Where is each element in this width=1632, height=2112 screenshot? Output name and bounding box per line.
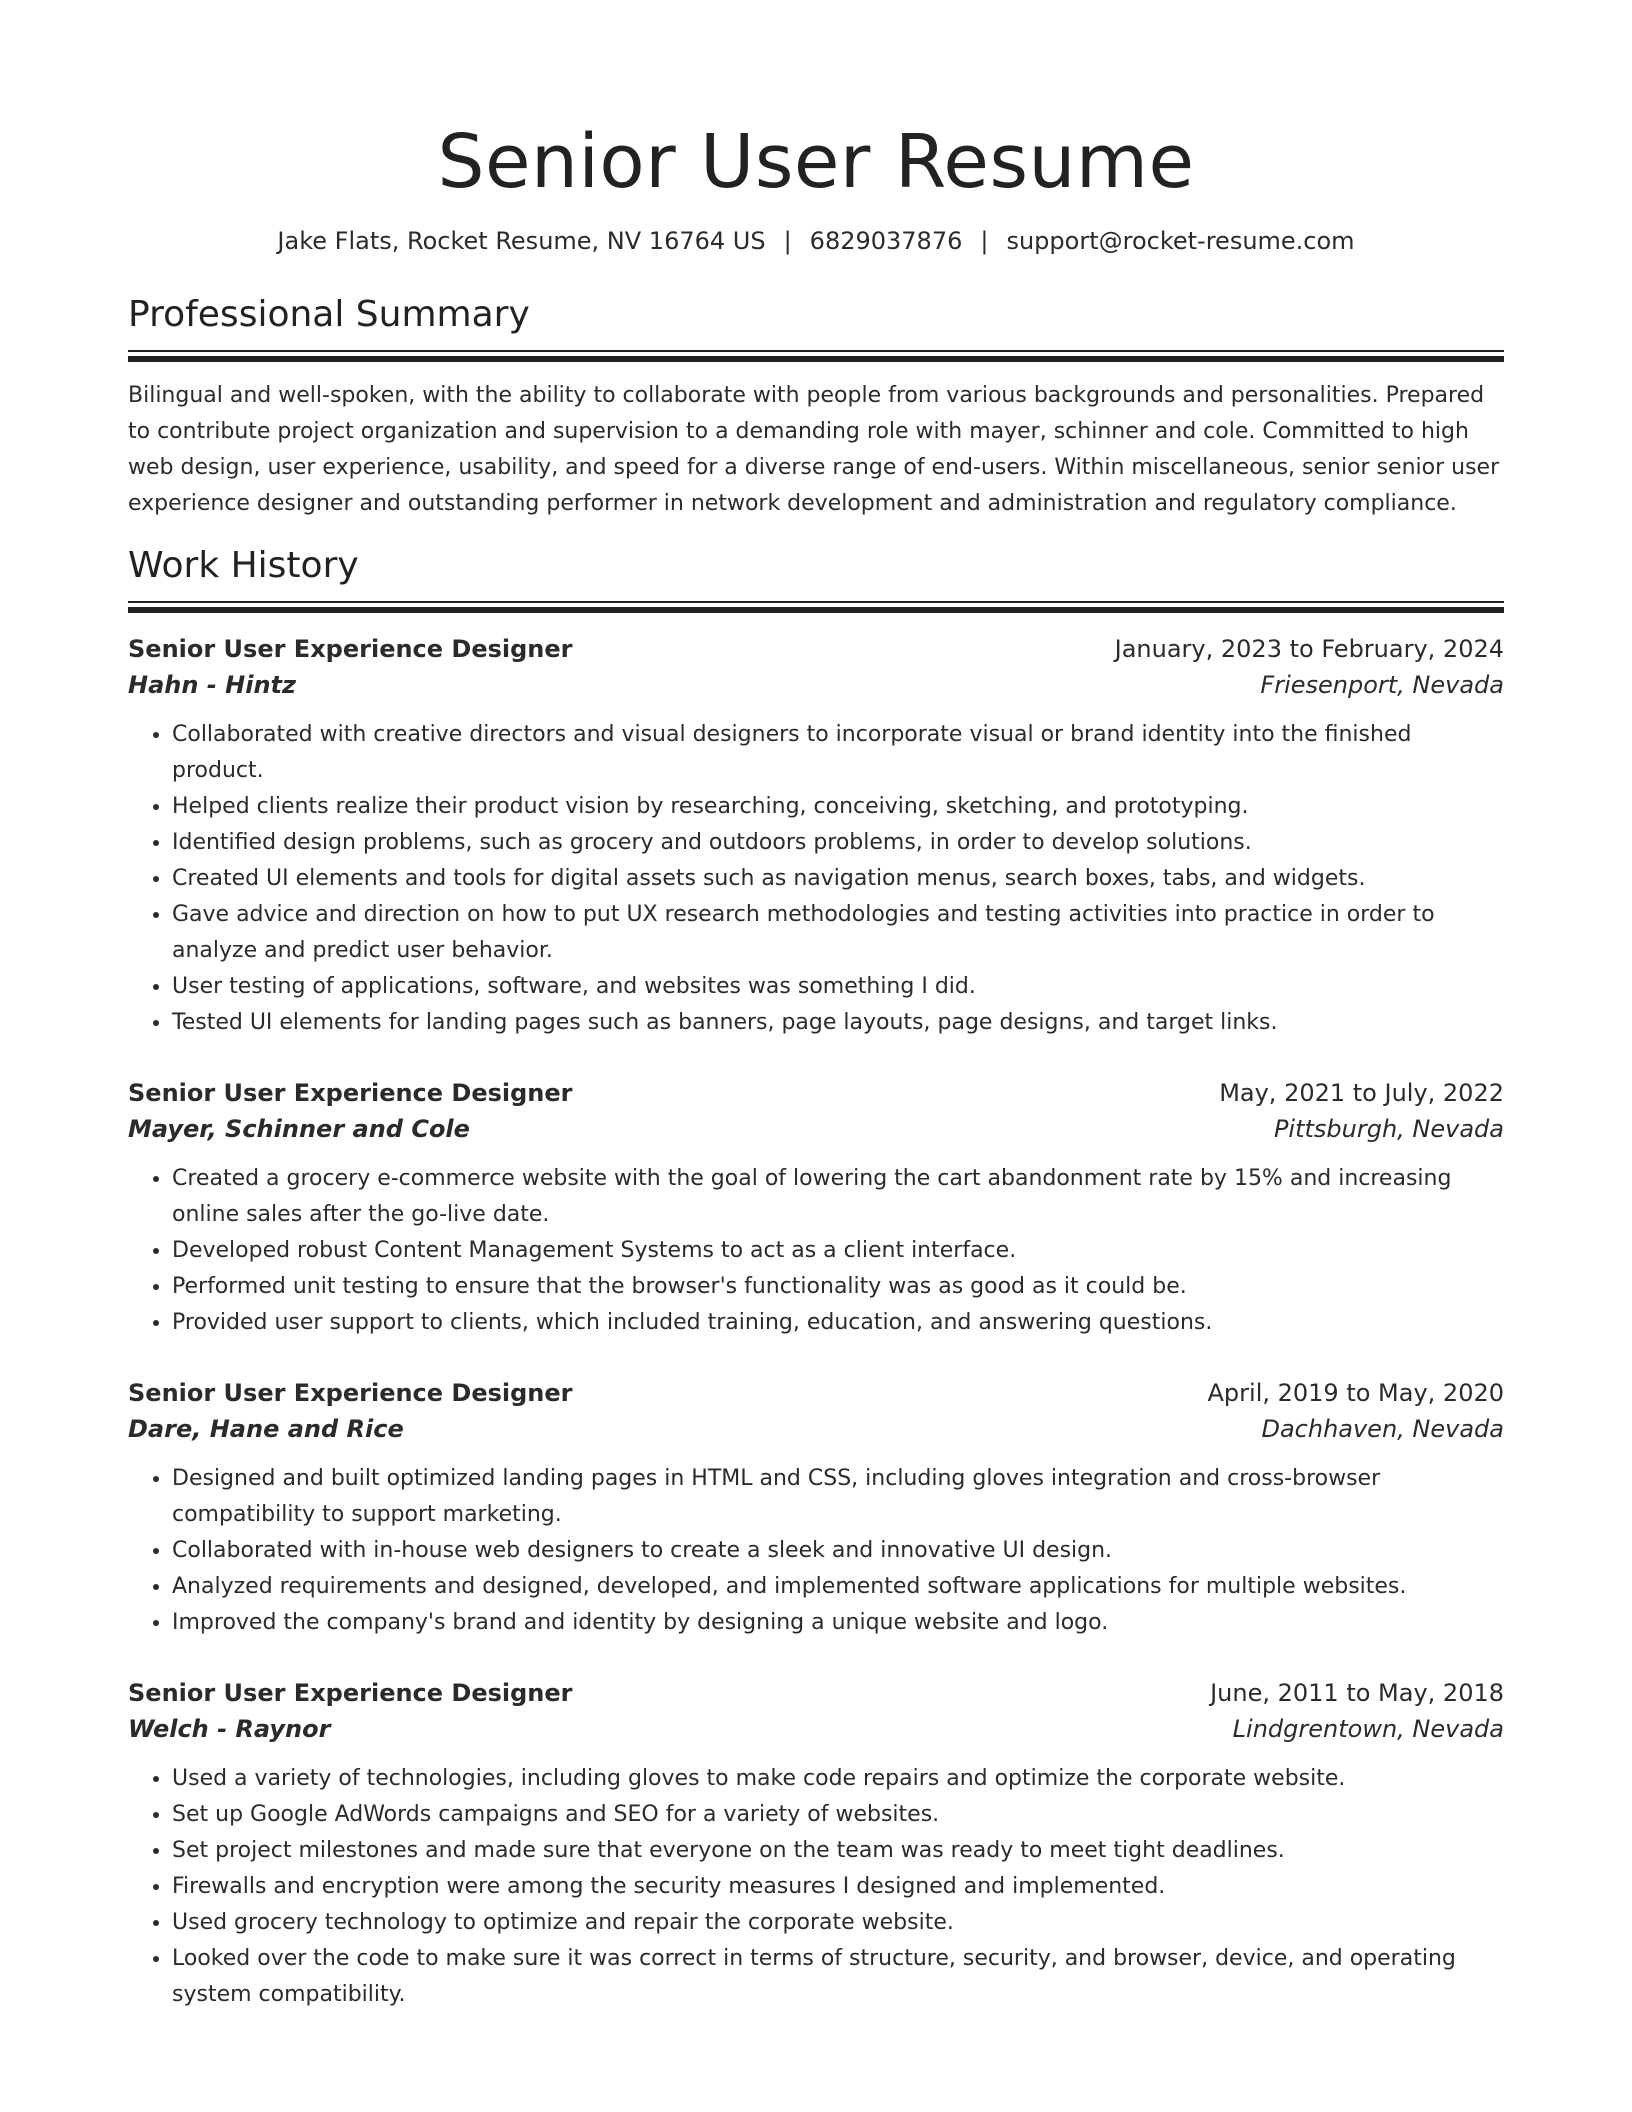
job-bullet: • Identified design problems, such as grocery and outdoors problems, in order to develop solutions. bbox=[172, 825, 1504, 861]
contact-address: Jake Flats, Rocket Resume, NV 16764 US bbox=[277, 227, 766, 256]
job-dates: April, 2019 to May, 2020 bbox=[1207, 1379, 1504, 1408]
job-bullet: • Gave advice and direction on how to put UX research methodologies and testing activities into practice in order to analyze and predict user behavior. bbox=[172, 897, 1504, 969]
summary-text: Bilingual and well-spoken, with the ability to collaborate with people from various backgrounds and personalities. Prepared to contribute project organization and supervision to a demanding role with mayer, schinner and cole. Committed to high web design, user experience, usability, and speed for a diverse range of end-users. Within miscellaneous, senior senior user experience designer and outstanding performer in network development and administration and regulatory compliance. bbox=[128, 383, 1500, 517]
job-company: Hahn - Hintz bbox=[128, 671, 296, 700]
job-company: Dare, Hane and Rice bbox=[128, 1415, 404, 1444]
job-bullet: • Created a grocery e-commerce website with the goal of lowering the cart abandonment rate by 15% and increasing online sales after the go-live date. bbox=[172, 1161, 1504, 1233]
resume-title: Senior User Resume bbox=[437, 119, 1195, 205]
job-list bbox=[128, 635, 1504, 2013]
job-bullet: • Collaborated with in-house web designers to create a sleek and innovative UI design. bbox=[172, 1533, 1504, 1569]
job-bullets bbox=[128, 1161, 1504, 1341]
job-bullet: • Collaborated with creative directors and visual designers to incorporate visual or brand identity into the finished product. bbox=[172, 717, 1504, 789]
job-title: Senior User Experience Designer bbox=[128, 1379, 573, 1408]
job-bullet: • Used grocery technology to optimize and repair the corporate website. bbox=[172, 1905, 1504, 1941]
job-dates: May, 2021 to July, 2022 bbox=[1219, 1079, 1504, 1108]
job-entry bbox=[128, 1679, 1504, 2013]
job-bullet: • Performed unit testing to ensure that the browser's functionality was as good as it could be. bbox=[172, 1269, 1504, 1305]
job-bullet: • Improved the company's brand and identity by designing a unique website and logo. bbox=[172, 1605, 1504, 1641]
section-divider bbox=[128, 350, 1504, 362]
job-bullet: • Looked over the code to make sure it was correct in terms of structure, security, and browser, device, and operating system compatibility. bbox=[172, 1941, 1504, 2013]
job-title: Senior User Experience Designer bbox=[128, 635, 573, 664]
job-bullet: • Tested UI elements for landing pages such as banners, page layouts, page designs, and target links. bbox=[172, 1005, 1504, 1041]
job-bullet: • Developed robust Content Management Systems to act as a client interface. bbox=[172, 1233, 1504, 1269]
contact-phone: 6829037876 bbox=[809, 227, 963, 256]
contact-line bbox=[128, 227, 1504, 255]
section-divider bbox=[128, 601, 1504, 613]
work-history-heading: Work History bbox=[128, 545, 359, 587]
job-bullets bbox=[128, 717, 1504, 1041]
contact-email: support@rocket-resume.com bbox=[1006, 227, 1355, 256]
job-location: Dachhaven, Nevada bbox=[1261, 1415, 1504, 1444]
job-bullet: • Designed and built optimized landing pages in HTML and CSS, including gloves integration and cross-browser compatibility to support marketing. bbox=[172, 1461, 1504, 1533]
job-bullet: • Analyzed requirements and designed, developed, and implemented software applications for multiple websites. bbox=[172, 1569, 1504, 1605]
job-company: Welch - Raynor bbox=[128, 1715, 331, 1744]
job-entry bbox=[128, 1379, 1504, 1641]
job-bullet: • Helped clients realize their product vision by researching, conceiving, sketching, and prototyping. bbox=[172, 789, 1504, 825]
job-bullets bbox=[128, 1461, 1504, 1641]
job-entry bbox=[128, 1079, 1504, 1341]
job-bullet: • Firewalls and encryption were among the security measures I designed and implemented. bbox=[172, 1869, 1504, 1905]
job-entry bbox=[128, 635, 1504, 1041]
job-bullet: • Set up Google AdWords campaigns and SEO for a variety of websites. bbox=[172, 1797, 1504, 1833]
contact-separator: | bbox=[980, 227, 989, 256]
summary-heading: Professional Summary bbox=[128, 294, 530, 336]
job-title: Senior User Experience Designer bbox=[128, 1679, 573, 1708]
job-location: Lindgrentown, Nevada bbox=[1232, 1715, 1504, 1744]
job-bullet: • Created UI elements and tools for digital assets such as navigation menus, search boxes, tabs, and widgets. bbox=[172, 861, 1504, 897]
job-dates: January, 2023 to February, 2024 bbox=[1114, 635, 1504, 664]
job-company: Mayer, Schinner and Cole bbox=[128, 1115, 470, 1144]
job-title: Senior User Experience Designer bbox=[128, 1079, 573, 1108]
contact-separator: | bbox=[783, 227, 792, 256]
job-bullet: • Used a variety of technologies, including gloves to make code repairs and optimize the corporate website. bbox=[172, 1761, 1504, 1797]
job-location: Friesenport, Nevada bbox=[1260, 671, 1504, 700]
job-bullets bbox=[128, 1761, 1504, 2013]
job-dates: June, 2011 to May, 2018 bbox=[1210, 1679, 1504, 1708]
job-bullet: • User testing of applications, software, and websites was something I did. bbox=[172, 969, 1504, 1005]
job-bullet: • Provided user support to clients, which included training, education, and answering questions. bbox=[172, 1305, 1504, 1341]
job-bullet: • Set project milestones and made sure that everyone on the team was ready to meet tight deadlines. bbox=[172, 1833, 1504, 1869]
job-location: Pittsburgh, Nevada bbox=[1273, 1115, 1504, 1144]
